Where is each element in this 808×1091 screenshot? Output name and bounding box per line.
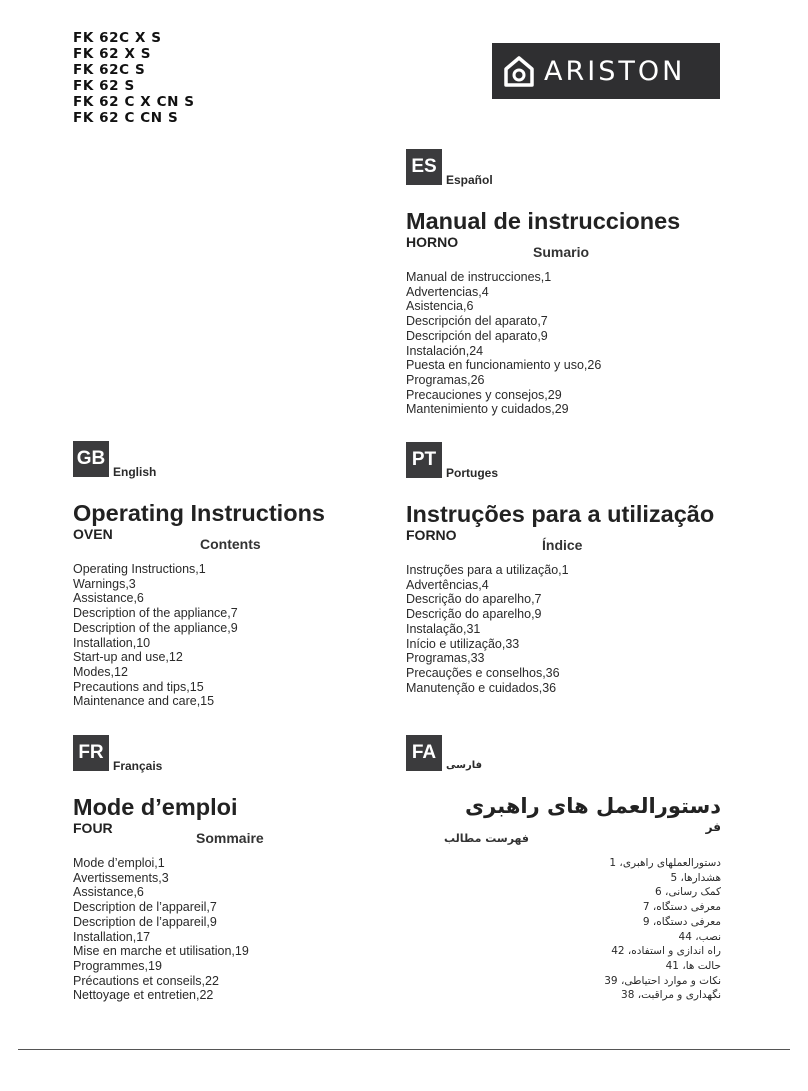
toc-item: کمک رسانی، 6	[655, 886, 721, 899]
appliance-type: فر	[705, 820, 721, 834]
toc-item: Description de l’appareil,9	[73, 914, 217, 929]
appliance-type: HORNO	[406, 234, 459, 250]
toc-item: راه اندازی و استفاده، 42	[611, 945, 721, 958]
toc-item: Maintenance and care,15	[73, 694, 215, 709]
toc-item: Description of the appliance,7	[73, 606, 238, 621]
model-list	[73, 30, 195, 126]
section-gb	[73, 441, 403, 711]
contents-heading: Índice	[542, 537, 583, 553]
toc-item: Precauções e conselhos,36	[406, 665, 560, 680]
toc-item: دستورالعملهای راهبری، 1	[609, 857, 721, 869]
brand-name: ARISTON	[544, 55, 686, 87]
toc-item: Manutenção e cuidados,36	[406, 680, 557, 695]
section-title: دستورالعمل های راهبری	[464, 794, 721, 818]
contents-heading: Sumario	[533, 244, 590, 260]
toc-item: Programas,33	[406, 651, 485, 666]
toc-item: Descrição do aparelho,9	[406, 607, 542, 622]
toc-item: Description de l’appareil,7	[73, 900, 217, 915]
section-title: Operating Instructions	[73, 500, 325, 526]
toc-item: Programmes,19	[73, 958, 162, 973]
contents-heading: Sommaire	[196, 830, 264, 846]
language-badge: ES	[406, 149, 442, 185]
section-title: Instruções para a utilização	[406, 501, 715, 527]
language-badge: FR	[73, 735, 109, 771]
language-name: English	[113, 465, 157, 479]
toc-item: Instalación,24	[406, 343, 484, 358]
toc-item: Mise en marche et utilisation,19	[73, 944, 249, 959]
toc-item: Início e utilização,33	[406, 636, 520, 651]
table-of-contents	[406, 270, 601, 417]
table-of-contents	[73, 562, 238, 709]
model-item: FK 62 S	[73, 78, 135, 94]
model-item: FK 62 C X CN S	[73, 94, 195, 110]
toc-item: Avertissements,3	[73, 870, 169, 885]
toc-item: Manual de instrucciones,1	[406, 270, 552, 284]
toc-item: Programas,26	[406, 372, 485, 387]
section-title: Manual de instrucciones	[406, 208, 681, 234]
language-name: Portuges	[446, 466, 499, 480]
toc-item: Precautions and tips,15	[73, 679, 204, 694]
toc-item: Puesta en funcionamiento y uso,26	[406, 358, 602, 373]
toc-item: Description of the appliance,9	[73, 620, 238, 635]
toc-item: Asistencia,6	[406, 299, 474, 314]
toc-item: Assistance,6	[73, 885, 144, 900]
section-es	[406, 149, 736, 419]
model-item: FK 62C X S	[73, 30, 162, 46]
toc-item: Operating Instructions,1	[73, 562, 206, 576]
toc-item: Start-up and use,12	[73, 650, 183, 665]
toc-item: Installation,10	[73, 635, 151, 650]
toc-item: Mode d’emploi,1	[73, 856, 165, 870]
language-name: Español	[446, 173, 493, 187]
section-pt	[406, 442, 736, 712]
toc-item: Mantenimiento y cuidados,29	[406, 402, 569, 417]
language-badge: GB	[73, 441, 109, 477]
language-badge: PT	[406, 442, 442, 478]
footer-divider	[18, 1049, 790, 1050]
toc-item: نگهداری و مراقبت، 38	[621, 989, 721, 1002]
toc-item: Modes,12	[73, 664, 128, 679]
model-item: FK 62 C CN S	[73, 110, 179, 126]
section-fa	[406, 735, 721, 1005]
contents-heading: Contents	[200, 536, 261, 552]
toc-item: معرفی دستگاه، 9	[642, 915, 721, 928]
appliance-type: FORNO	[406, 527, 457, 543]
toc-item: Warnings,3	[73, 576, 136, 591]
toc-item: Descrição do aparelho,7	[406, 592, 542, 607]
appliance-type: OVEN	[73, 526, 113, 542]
toc-item: Instalação,31	[406, 621, 481, 636]
toc-item: Instruções para a utilização,1	[406, 563, 569, 577]
toc-item: حالت ها، 41	[665, 959, 721, 972]
toc-item: Nettoyage et entretien,22	[73, 988, 214, 1003]
toc-item: Descripción del aparato,9	[406, 328, 548, 343]
model-item: FK 62C S	[73, 62, 146, 78]
ariston-logo	[492, 43, 720, 99]
toc-item: Advertencias,4	[406, 284, 489, 299]
language-name: فارسی	[446, 760, 483, 771]
language-name: Français	[113, 759, 163, 773]
language-badge: FA	[406, 735, 442, 771]
section-fr	[73, 735, 403, 1005]
toc-item: Installation,17	[73, 929, 151, 944]
toc-item: نکات و موارد احتیاطی، 39	[604, 974, 721, 987]
house-icon	[502, 54, 536, 88]
contents-heading: فهرست مطالب	[443, 832, 529, 845]
toc-item: Precauciones y consejos,29	[406, 387, 562, 402]
toc-item: هشدارها، 5	[670, 871, 721, 884]
model-item: FK 62 X S	[73, 46, 152, 62]
toc-item: نصب، 44	[678, 930, 721, 943]
toc-item: معرفی دستگاه، 7	[642, 901, 721, 914]
toc-item: Advertências,4	[406, 577, 489, 592]
appliance-type: FOUR	[73, 820, 113, 836]
table-of-contents	[406, 563, 569, 695]
toc-item: Descripción del aparato,7	[406, 314, 548, 329]
toc-item: Assistance,6	[73, 591, 144, 606]
section-title: Mode d’emploi	[73, 794, 238, 820]
table-of-contents	[73, 856, 249, 1003]
toc-item: Précautions et conseils,22	[73, 973, 219, 988]
table-of-contents	[604, 856, 721, 1003]
